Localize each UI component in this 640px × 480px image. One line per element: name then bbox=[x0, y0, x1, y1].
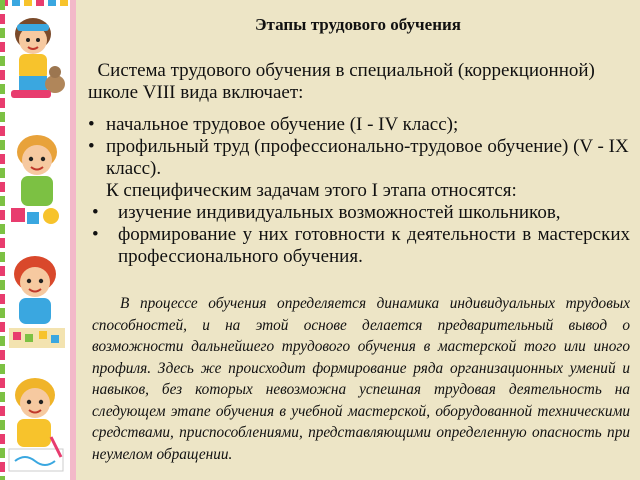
intro-text-content: Система трудового обучения в специальной (коррекционной) школе VIII вида включает: bbox=[88, 60, 595, 103]
list-item-text: начальное трудовое обучение (I - IV класс); bbox=[106, 114, 459, 135]
decorative-sidebar bbox=[0, 0, 76, 480]
list-item bbox=[84, 114, 630, 136]
list-item-text: формирование у них готовности к деятельности в мастерских профессионального обучения. bbox=[118, 224, 630, 267]
child-drawing-icon bbox=[5, 365, 69, 475]
bullet-icon: • bbox=[88, 114, 95, 135]
description-paragraph: В процессе обучения определяется динамика индивидуальных трудовых способностей, и на этой основе делается предварительный вывод о возможности дальнейшего трудового обучения в мастерской того или иного профиля. Здесь же происходит формирование ряда организационных умений и навыков, без которых невозможна успешная трудовая деятельность на следующем этапе обучения в учебной мастерской, оборудованной техническими средствами, приспособлениями, представляющими определенную опасность при неумелом обращении. bbox=[92, 295, 630, 463]
list-item bbox=[84, 136, 630, 180]
tasks-subheading: К специфическим задачам этого I этапа относятся: bbox=[106, 180, 517, 201]
stages-list bbox=[84, 114, 630, 180]
child-puzzle-icon bbox=[5, 244, 69, 354]
list-item-text: профильный труд (профессионально-трудовое обучение) (V - IX класс). bbox=[106, 136, 629, 179]
bullet-icon: • bbox=[88, 136, 95, 157]
bullet-icon: • bbox=[92, 224, 99, 245]
list-item bbox=[84, 202, 630, 224]
tasks-list bbox=[84, 202, 630, 268]
page-title: Этапы трудового обучения bbox=[255, 15, 461, 34]
bullet-icon: • bbox=[92, 202, 99, 223]
slide-content bbox=[84, 0, 632, 480]
list-item bbox=[84, 224, 630, 268]
intro-text bbox=[88, 60, 628, 104]
child-with-toys-icon bbox=[5, 122, 69, 232]
list-item-text: изучение индивидуальных возможностей школьников, bbox=[118, 202, 561, 223]
child-sculpting-icon bbox=[5, 6, 69, 106]
